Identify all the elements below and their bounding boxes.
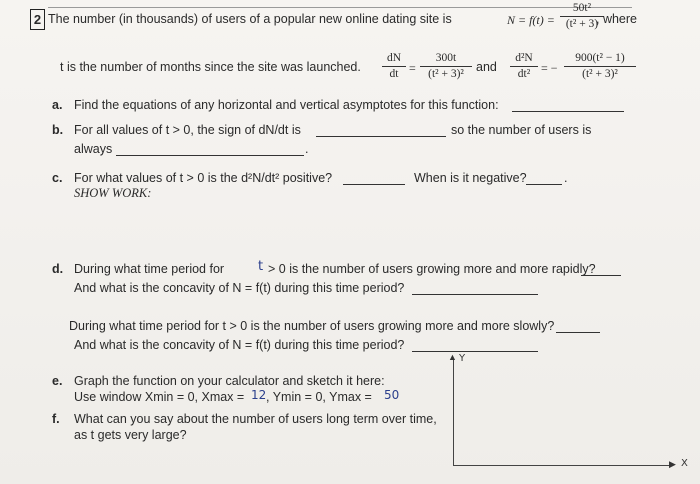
part-d-text-1b: > 0 is the number of users growing more and more rapidly? xyxy=(268,262,596,276)
dN-label: dN xyxy=(386,52,402,64)
part-b-text-1: For all values of t > 0, the sign of dN/dt is xyxy=(74,123,301,137)
dt-label: dt xyxy=(389,68,399,80)
and-text: and xyxy=(476,60,497,74)
x-axis-label: X xyxy=(681,458,688,469)
part-d-concavity-1-blank[interactable] xyxy=(412,294,538,295)
equals-sign-1: = xyxy=(409,61,416,75)
first-derivative-fraction xyxy=(420,52,472,81)
second-derivative-denominator: (t² + 3)² xyxy=(582,68,618,80)
part-e-text-2b: , Ymin = 0, Ymax = xyxy=(266,390,372,404)
d2N-dt2-fraction xyxy=(510,52,538,81)
first-derivative-denominator: (t² + 3)² xyxy=(428,68,464,80)
d2N-label: d²N xyxy=(515,52,533,64)
second-derivative-fraction xyxy=(564,52,636,81)
part-e-text-2a: Use window Xmin = 0, Xmax = xyxy=(74,390,245,404)
part-d-slow-blank[interactable] xyxy=(556,332,600,333)
y-axis-arrow-icon: ▲ xyxy=(448,352,457,362)
part-c-text-2: When is it negative? xyxy=(414,171,527,185)
question-number: 2 xyxy=(30,9,45,30)
part-d-text-4: And what is the concavity of N = f(t) during this time period? xyxy=(74,338,405,352)
handwritten-t: t xyxy=(258,259,264,274)
show-work-label: SHOW WORK: xyxy=(74,186,152,200)
x-axis-arrow-icon: ▶ xyxy=(669,459,676,469)
part-d-concavity-2-blank[interactable] xyxy=(412,351,538,352)
part-b-label: b. xyxy=(52,123,64,137)
part-c-text-1: For what values of t > 0 is the d²N/dt² positive? xyxy=(74,171,333,185)
y-axis-label: Y xyxy=(459,353,466,364)
top-rule xyxy=(48,7,632,8)
dN-dt-fraction xyxy=(382,52,406,81)
part-d-text-3: During what time period for t > 0 is the number of users growing more and more slowly? xyxy=(69,319,555,333)
part-a-text: Find the equations of any horizontal and vertical asymptotes for this function: xyxy=(74,98,499,112)
part-c-period: . xyxy=(564,171,568,185)
where-text: , where xyxy=(596,12,637,26)
part-c-positive-blank[interactable] xyxy=(343,184,405,185)
part-c-negative-blank[interactable] xyxy=(526,184,562,185)
part-d-text-1: During what time period for xyxy=(74,262,225,276)
part-b-always-blank[interactable] xyxy=(116,155,304,156)
second-derivative-numerator: 900(t² − 1) xyxy=(575,52,625,64)
part-b-period: . xyxy=(305,142,309,156)
part-b-text-3: always xyxy=(74,142,113,156)
part-a-answer-blank[interactable] xyxy=(512,111,624,112)
part-d-label: d. xyxy=(52,262,64,276)
part-f-text-2: as t gets very large? xyxy=(74,428,187,442)
part-b-text-2: so the number of users is xyxy=(451,123,592,137)
handwritten-xmax: 12 xyxy=(251,388,267,402)
function-numerator: 50t² xyxy=(572,2,592,14)
first-derivative-numerator: 300t xyxy=(435,52,457,64)
part-d-text-2: And what is the concavity of N = f(t) during this time period? xyxy=(74,281,405,295)
part-b-sign-blank[interactable] xyxy=(316,136,446,137)
part-a-label: a. xyxy=(52,98,63,112)
x-axis-line xyxy=(453,465,671,466)
dt2-label: dt² xyxy=(517,68,531,80)
function-lhs: N = f(t) = xyxy=(507,13,555,27)
equals-neg-sign: = − xyxy=(541,61,558,75)
part-e-label: e. xyxy=(52,374,63,388)
handwritten-ymax: 50 xyxy=(384,388,400,402)
part-c-label: c. xyxy=(52,171,63,185)
part-f-text-1: What can you say about the number of users long term over time, xyxy=(74,412,437,426)
part-d-rapid-blank[interactable] xyxy=(581,275,621,276)
part-f-label: f. xyxy=(52,412,60,426)
question-intro: The number (in thousands) of users of a popular new online dating site is xyxy=(48,12,452,26)
function-denominator: (t² + 3) xyxy=(565,18,599,30)
part-e-text-1: Graph the function on your calculator and sketch it here: xyxy=(74,374,385,388)
y-axis-line xyxy=(453,358,454,466)
t-description: t is the number of months since the site was launched. xyxy=(60,60,361,74)
